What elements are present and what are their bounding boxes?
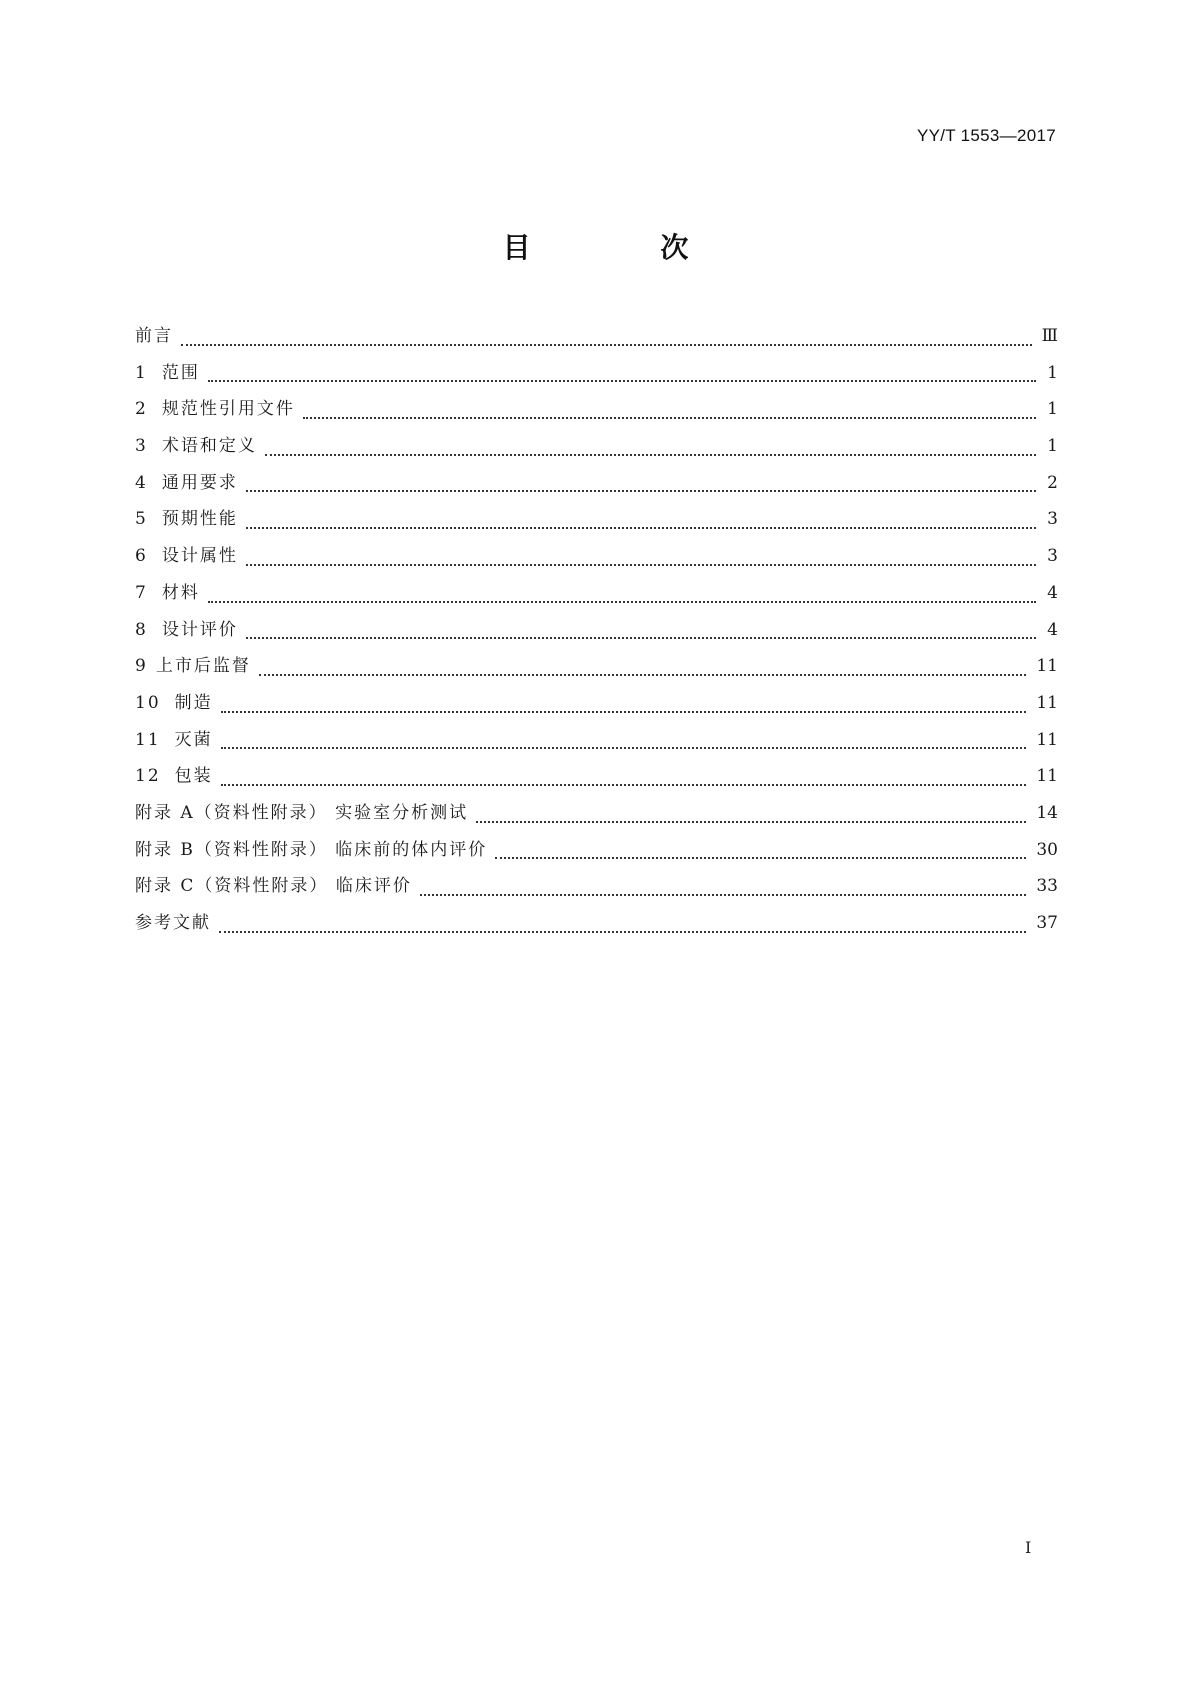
standard-number: YY/T 1553—2017 xyxy=(916,126,1056,145)
toc-leader-dots xyxy=(420,894,1027,896)
toc-leader-dots xyxy=(265,454,1036,456)
toc-entry-label: 1 范围 xyxy=(135,362,200,383)
toc-entry-label: 前言 xyxy=(135,326,173,346)
toc-entry-11[interactable] xyxy=(135,730,1058,767)
toc-page-number: 33 xyxy=(1036,876,1058,897)
toc-page-number: 30 xyxy=(1036,839,1058,860)
toc-entry-label: 7 材料 xyxy=(135,582,200,603)
toc-entry-appendix-c[interactable] xyxy=(135,876,1058,913)
toc-page-number: 4 xyxy=(1047,619,1058,640)
toc-page-number: 2 xyxy=(1047,472,1058,493)
toc-entry-label: 参考文献 xyxy=(135,913,211,933)
toc-entry-4[interactable] xyxy=(135,473,1058,510)
toc-entry-foreword[interactable] xyxy=(135,326,1058,363)
toc-page-number: 3 xyxy=(1047,546,1058,567)
toc-leader-dots xyxy=(219,931,1026,933)
toc-page-number: 11 xyxy=(1036,729,1058,750)
toc-leader-dots xyxy=(246,637,1036,639)
toc-entry-label: 4 通用要求 xyxy=(135,472,238,493)
toc-entry-5[interactable] xyxy=(135,509,1058,546)
toc-leader-dots xyxy=(495,857,1026,859)
toc-entry-3[interactable] xyxy=(135,436,1058,473)
toc-page-number: 1 xyxy=(1047,436,1058,457)
toc-leader-dots xyxy=(181,344,1032,346)
toc-leader-dots xyxy=(221,784,1027,786)
toc-leader-dots xyxy=(208,380,1036,382)
toc-leader-dots xyxy=(208,601,1036,603)
toc-entry-10[interactable] xyxy=(135,693,1058,730)
page-title: 目 次 xyxy=(502,231,749,264)
toc-entry-label: 2 规范性引用文件 xyxy=(135,399,295,420)
toc-entry-9[interactable] xyxy=(135,656,1058,693)
toc-leader-dots xyxy=(246,564,1036,566)
toc-entry-6[interactable] xyxy=(135,546,1058,583)
toc-entry-label: 10 制造 xyxy=(135,692,213,713)
toc-entry-8[interactable] xyxy=(135,620,1058,657)
toc-entry-1[interactable] xyxy=(135,363,1058,400)
toc-entry-label: 12 包装 xyxy=(135,766,213,787)
toc-entry-appendix-a[interactable] xyxy=(135,803,1058,840)
toc-entry-label: 3 术语和定义 xyxy=(135,436,257,457)
table-of-contents xyxy=(135,326,1058,950)
toc-entry-label: 附录 B（资料性附录） 临床前的体内评价 xyxy=(135,839,488,860)
toc-page-number: 1 xyxy=(1047,362,1058,383)
toc-entry-references[interactable] xyxy=(135,913,1058,950)
toc-page-number: Ⅲ xyxy=(1041,326,1058,346)
toc-entry-label: 附录 A（资料性附录） 实验室分析测试 xyxy=(135,802,469,823)
toc-leader-dots xyxy=(221,747,1027,749)
toc-page-number: 11 xyxy=(1036,766,1058,787)
toc-entry-label: 11 灭菌 xyxy=(135,729,213,750)
toc-page-number: 37 xyxy=(1036,913,1058,933)
toc-page-number: 11 xyxy=(1036,692,1058,713)
toc-leader-dots xyxy=(246,527,1036,529)
toc-entry-appendix-b[interactable] xyxy=(135,840,1058,877)
toc-leader-dots xyxy=(259,674,1027,676)
toc-entry-12[interactable] xyxy=(135,766,1058,803)
toc-entry-label: 6 设计属性 xyxy=(135,546,238,567)
toc-page-number: 14 xyxy=(1036,802,1058,823)
toc-leader-dots xyxy=(303,417,1036,419)
toc-page-number: 4 xyxy=(1047,582,1058,603)
toc-page-number: 1 xyxy=(1047,399,1058,420)
page-number: I xyxy=(1025,1538,1032,1557)
toc-page-number: 11 xyxy=(1036,656,1058,677)
toc-entry-label: 9 上市后监督 xyxy=(135,656,251,677)
toc-page-number: 3 xyxy=(1047,509,1058,530)
toc-entry-label: 8 设计评价 xyxy=(135,619,238,640)
toc-leader-dots xyxy=(246,490,1036,492)
toc-entry-label: 5 预期性能 xyxy=(135,509,238,530)
toc-entry-2[interactable] xyxy=(135,399,1058,436)
toc-entry-7[interactable] xyxy=(135,583,1058,620)
toc-entry-label: 附录 C（资料性附录） 临床评价 xyxy=(135,876,412,897)
toc-leader-dots xyxy=(221,711,1027,713)
toc-leader-dots xyxy=(476,821,1026,823)
